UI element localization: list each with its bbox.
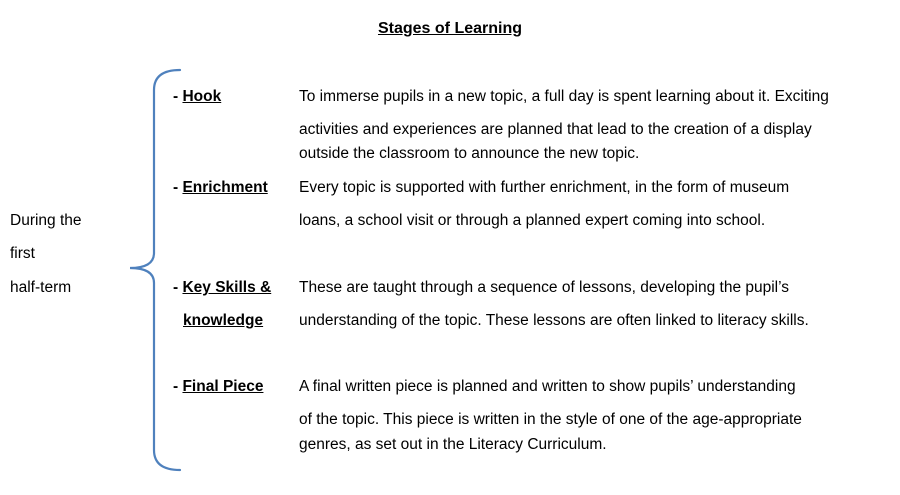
- stage-name: Enrichment: [182, 179, 268, 196]
- side-label-line: first: [10, 245, 35, 262]
- stage-description-line: activities and experiences are planned that lead to the creation of a display: [299, 121, 812, 138]
- stage-name: Final Piece: [182, 378, 264, 395]
- stage-description-line: loans, a school visit or through a planned expert coming into school.: [299, 212, 766, 229]
- stage-description-line: To immerse pupils in a new topic, a full day is spent learning about it. Exciting: [299, 88, 829, 105]
- stage-name: Key Skills &: [182, 279, 272, 296]
- stage-name: Hook: [182, 88, 222, 105]
- stage-label: [173, 379, 263, 395]
- stage-name: knowledge: [183, 312, 264, 329]
- stage-prefix: -: [173, 378, 183, 395]
- stage-prefix: -: [173, 88, 183, 105]
- stage-description-line: of the topic. This piece is written in the style of one of the age-appropriate: [299, 411, 802, 428]
- stage-label: [173, 89, 221, 105]
- stage-description-line: Every topic is supported with further enrichment, in the form of museum: [299, 179, 790, 196]
- stage-label-continued: [183, 313, 263, 329]
- brace-path: [130, 70, 183, 470]
- stage-description-line: A final written piece is planned and written to show pupils’ understanding: [299, 378, 796, 395]
- stage-description-line: genres, as set out in the Literacy Curriculum.: [299, 436, 607, 453]
- side-label-line: half-term: [10, 279, 72, 296]
- side-label-line: During the: [10, 212, 82, 229]
- stage-prefix: -: [173, 279, 183, 296]
- stage-description-line: These are taught through a sequence of lessons, developing the pupil’s: [299, 279, 790, 296]
- stage-description-line: outside the classroom to announce the new topic.: [299, 145, 640, 162]
- stage-label: [173, 180, 268, 196]
- page-title: Stages of Learning: [377, 20, 523, 37]
- stage-prefix: -: [173, 179, 183, 196]
- stage-label: [173, 280, 271, 296]
- curly-brace: [118, 60, 188, 480]
- stage-description-line: understanding of the topic. These lessons are often linked to literacy skills.: [299, 312, 809, 329]
